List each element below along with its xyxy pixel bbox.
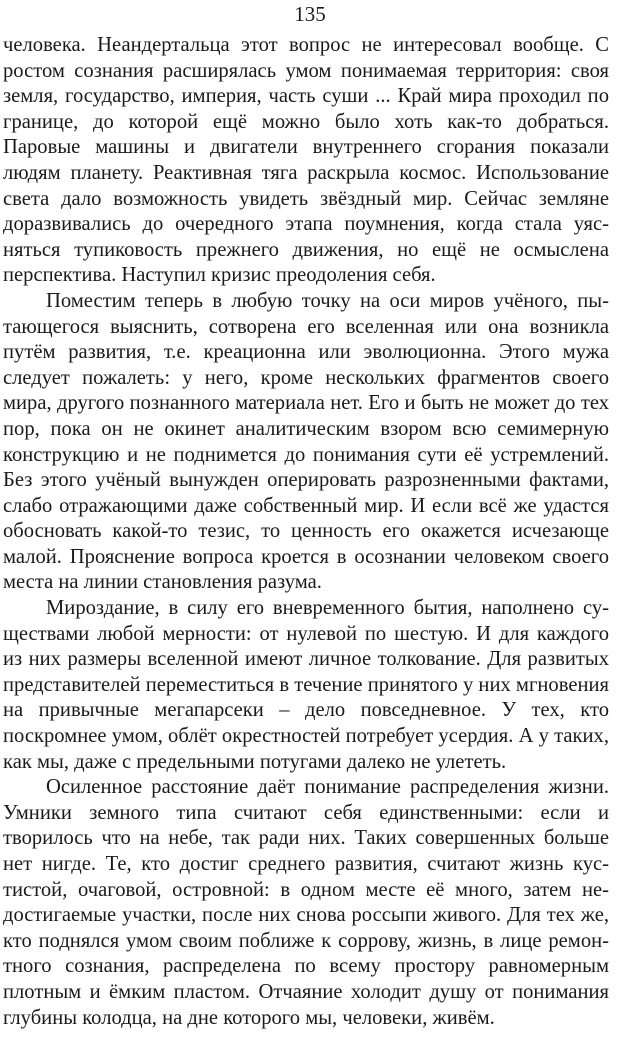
paragraph-3: Мироздание, в силу его вневременного бытия, наполнено существами любой мерности: от нулевой по шестую. И для каждого из них размеры вселенной имеют личное толкование. Для развитых представителей переместиться в течение принятого у них мгновения на привычные мегапарсеки – дело повседневное. У тех, кто поскромнее умом, облёт окрестностей потребует усердия. А у таких, как мы, даже с предельными потугами далеко не улететь. — [3, 597, 609, 773]
page-number: 135 — [294, 2, 326, 26]
paragraph-2: Поместим теперь в любую точку на оси миров учёного, пытающегося выяснить, сотворена его вселенная или она возникла путём развития, т.е. креационна или эволюционна. Этого мужа следует пожалеть: у него, кроме нескольких фрагментов своего мира, другого познанного материала нет. Его и быть не может до тех пор, пока он не окинет аналитическим взором всю семимерную конструкцию и не поднимется до понимания сути её устремлений. Без этого учёный вынужден оперировать разрозненными фактами, слабо отражающими даже собственный мир. И если всё же удастся обосновать какой-то тезис, то ценность его окажется исчезающе малой. Прояснение вопроса кроется в осознании человеком своего места на линии становления разума. — [3, 289, 609, 594]
text-body — [3, 33, 609, 1031]
paragraph-1: человека. Неандертальца этот вопрос не интересовал вообще. С ростом сознания расширялась умом понимаемая территория: своя земля, государство, империя, часть суши ... Край мира проходил по границе, до которой ещё можно было хоть как-то добраться. Паровые машины и двигатели внутреннего сгорания показали людям планету. Реактивная тяга раскрыла космос. Использование света дало возможность увидеть звёздный мир. Сейчас земляне доразвивались до очередного этапа поумнения, когда стала уясняться тупиковость прежнего движения, но ещё не осмыслена перспектива. Наступил кризис преодоления себя. — [3, 34, 609, 287]
paragraph-4: Осиленное расстояние даёт понимание распределения жизни. Умники земного типа считают себя единственными: если и творилось что на небе, так ради них. Таких совершенных больше нет нигде. Те, кто достиг среднего развития, считают жизнь кустистой, очаговой, островной: в одном месте её много, затем недостигаемые участки, после них снова россыпи живого. Для тех же, кто поднялся умом своим поближе к соррову, жизнь, в лице ремонтного сознания, распределена по всему простору равномерным плотным и ёмким пластом. Отчаяние холодит душу от понимания глубины колодца, на дне которого мы, человеки, живём. — [3, 776, 609, 1029]
